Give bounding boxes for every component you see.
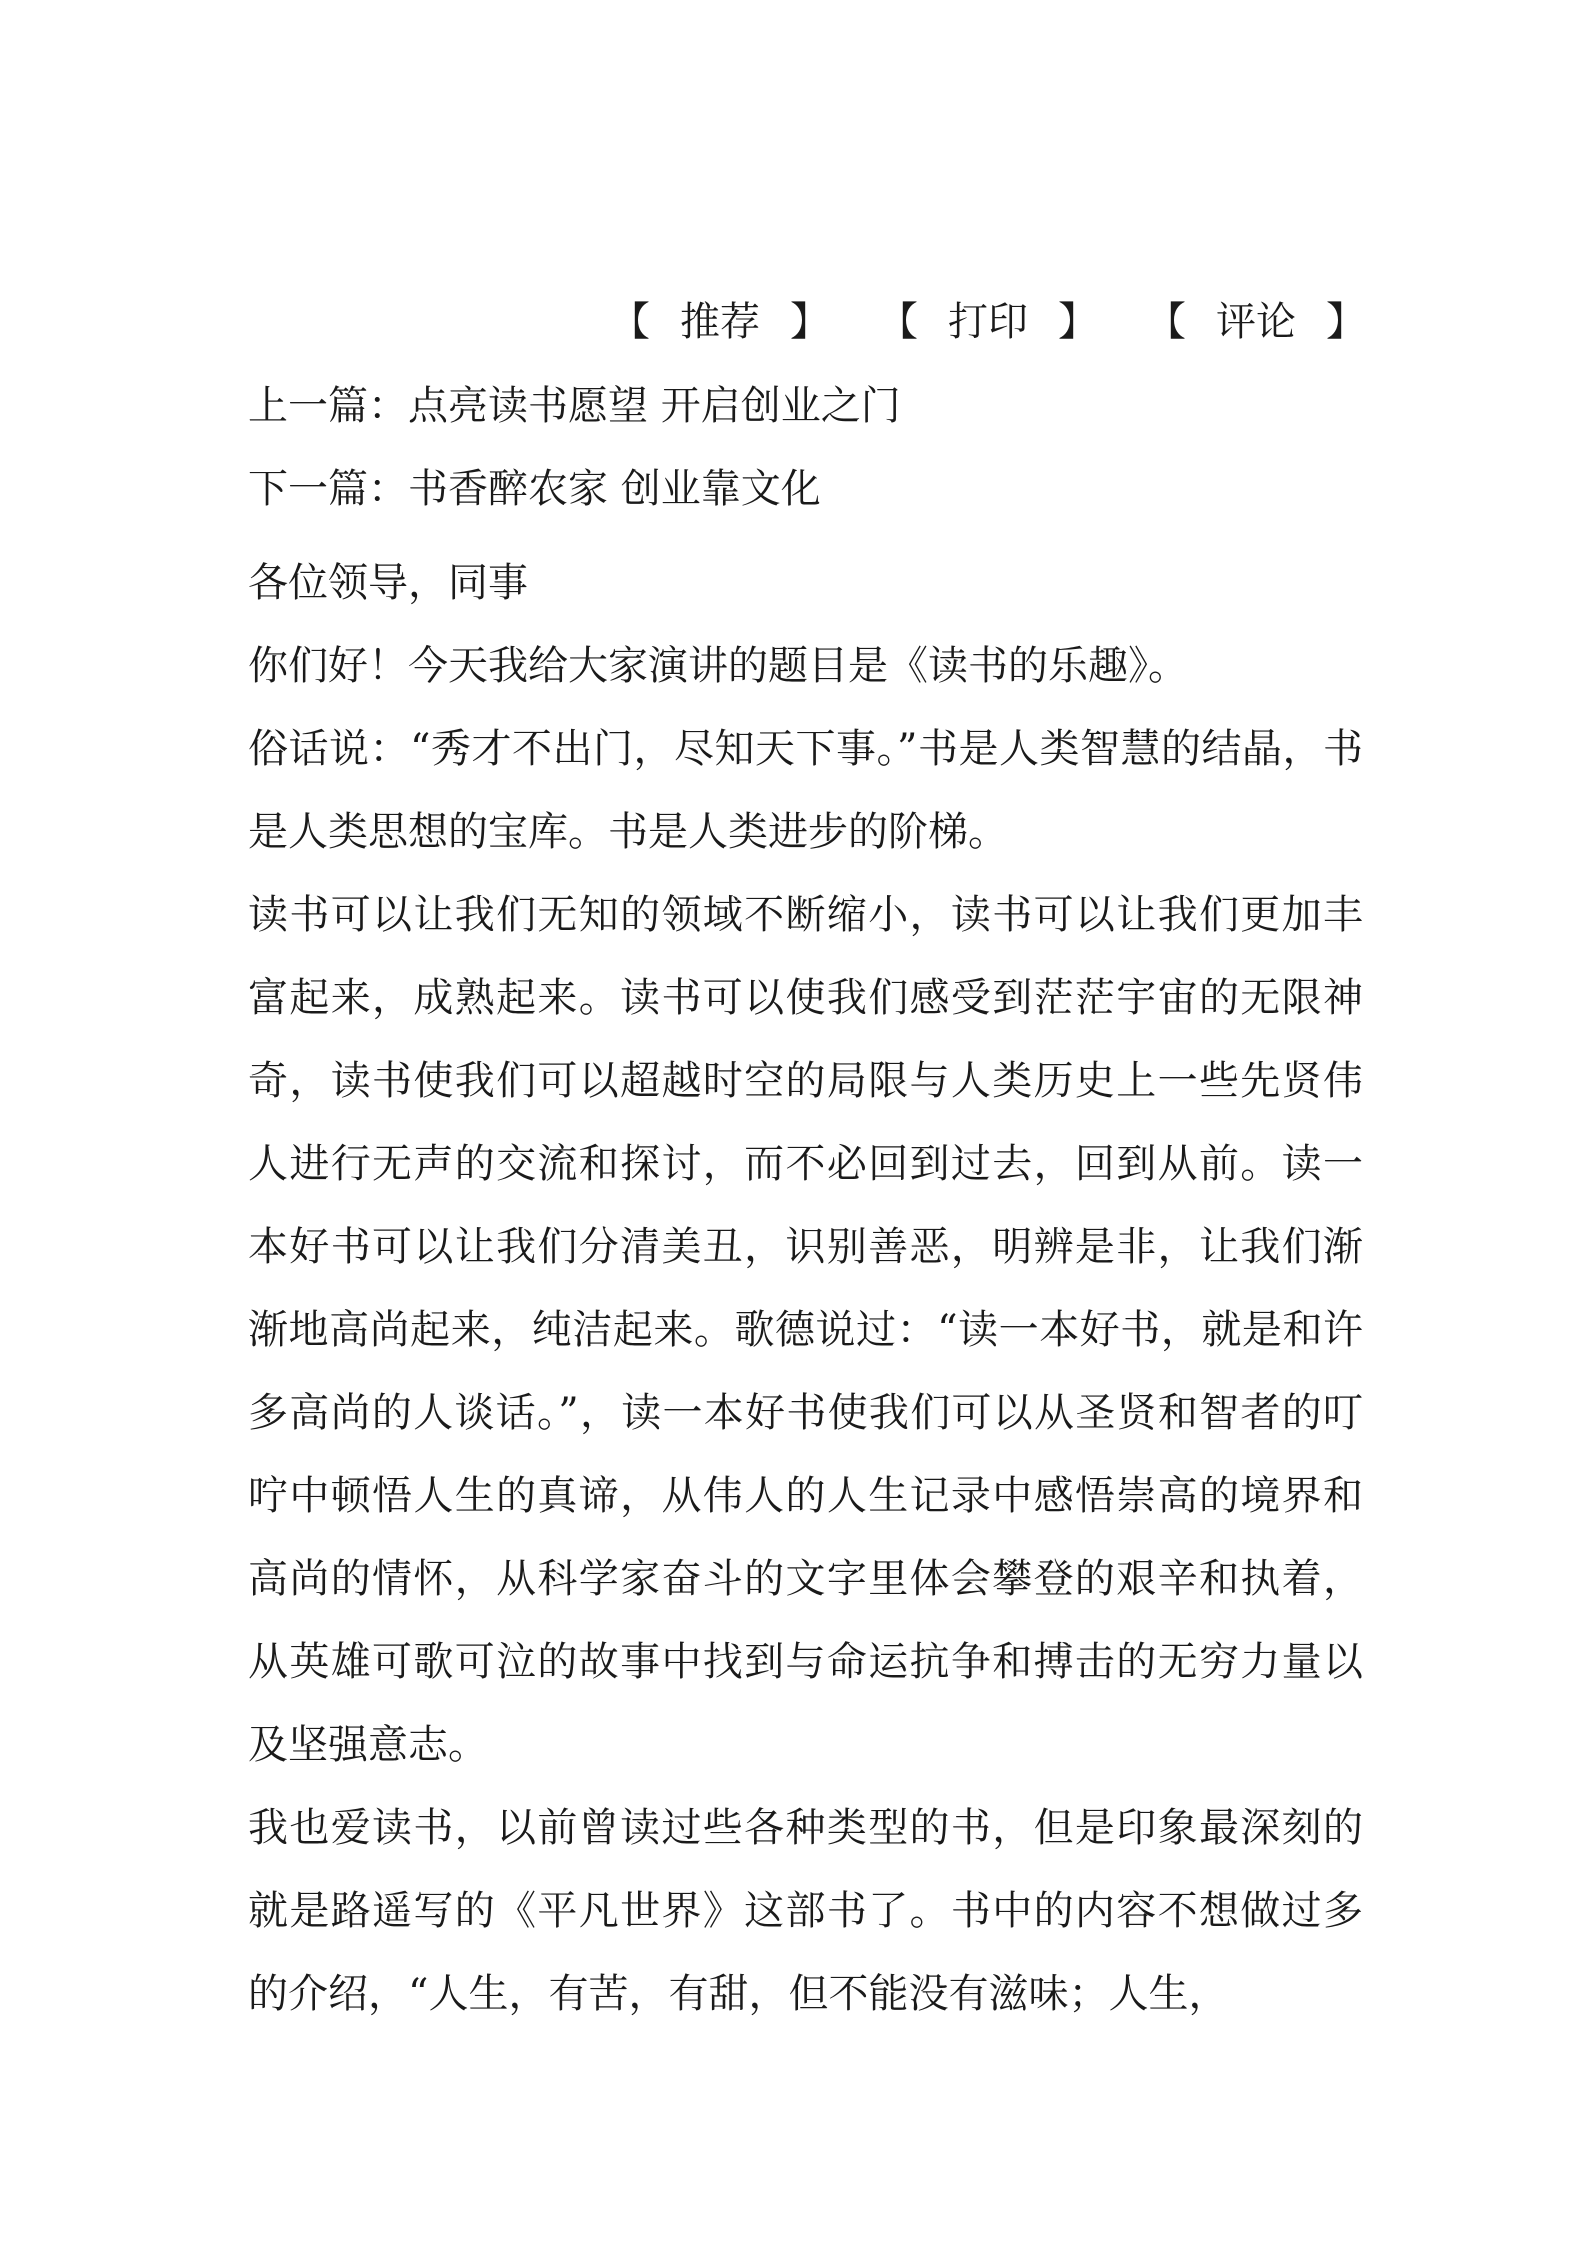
greeting-paragraph: 各位领导，同事 bbox=[248, 560, 528, 606]
recommend-button[interactable] bbox=[610, 292, 830, 352]
bracket-open: 【 bbox=[1146, 299, 1186, 345]
prev-article-label: 上一篇： bbox=[248, 383, 408, 429]
next-article-link[interactable]: 书香醉农家 创业靠文化 bbox=[408, 466, 821, 512]
bracket-close: 】 bbox=[1058, 299, 1098, 345]
comment-label: 评论 bbox=[1216, 299, 1296, 345]
next-article bbox=[248, 459, 821, 519]
next-article-label: 下一篇： bbox=[248, 466, 408, 512]
comment-button[interactable] bbox=[1146, 292, 1366, 352]
body-paragraph: 俗话说：“秀才不出门，尽知天下事。”书是人类智慧的结晶，书是人类思想的宝库。书是人类进步的阶梯。 bbox=[248, 726, 1363, 855]
prev-article bbox=[248, 376, 901, 436]
body-paragraph: 我也爱读书，以前曾读过些各种类型的书，但是印象最深刻的就是路遥写的《平凡世界》这部书了。书中的内容不想做过多的介绍，“人生，有苦，有甜，但不能没有滋味；人生， bbox=[248, 1805, 1363, 2017]
article-body bbox=[248, 542, 1363, 2036]
print-button[interactable] bbox=[878, 292, 1098, 352]
recommend-label: 推荐 bbox=[680, 299, 760, 345]
bracket-close: 】 bbox=[790, 299, 830, 345]
article-actions bbox=[610, 292, 1366, 352]
print-label: 打印 bbox=[948, 299, 1028, 345]
body-paragraph: 读书可以让我们无知的领域不断缩小，读书可以让我们更加丰富起来，成熟起来。读书可以使我们感受到茫茫宇宙的无限神奇，读书使我们可以超越时空的局限与人类历史上一些先贤伟人进行无声的交流和探讨，而不必回到过去，回到从前。读一本好书可以让我们分清美丑，识别善恶，明辨是非，让我们渐渐地高尚起来，纯洁起来。歌德说过：“读一本好书，就是和许多高尚的人谈话。”，读一本好书使我们可以从圣贤和智者的叮咛中顿悟人生的真谛，从伟人的人生记录中感悟崇高的境界和高尚的情怀，从科学家奋斗的文字里体会攀登的艰辛和执着，从英雄可歌可泣的故事中找到与命运抗争和搏击的无穷力量以及坚强意志。 bbox=[248, 892, 1363, 1768]
bracket-close: 】 bbox=[1326, 299, 1366, 345]
intro-paragraph: 你们好！今天我给大家演讲的题目是《读书的乐趣》。 bbox=[248, 643, 1188, 689]
bracket-open: 【 bbox=[610, 299, 650, 345]
prev-article-link[interactable]: 点亮读书愿望 开启创业之门 bbox=[408, 383, 901, 429]
bracket-open: 【 bbox=[878, 299, 918, 345]
